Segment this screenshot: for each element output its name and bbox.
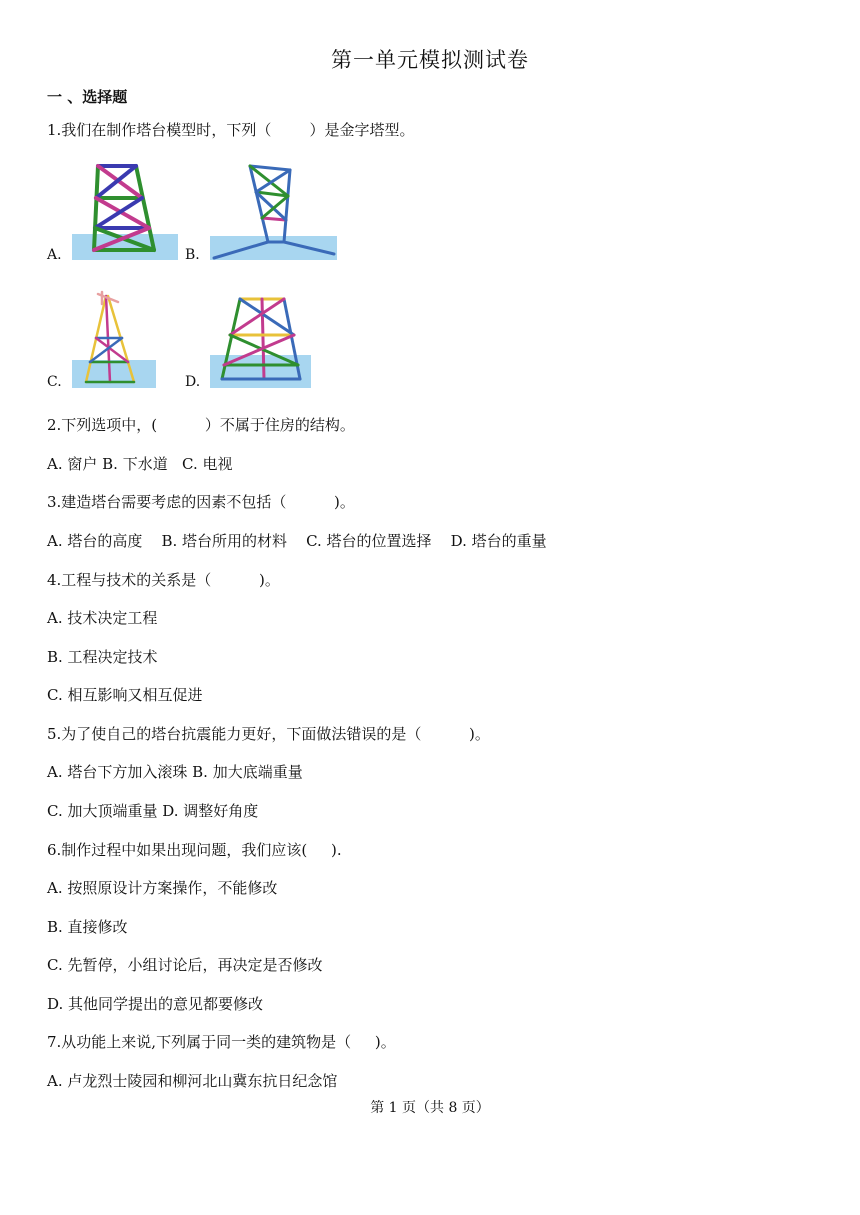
page-footer: 第 1 页（共 8 页）	[370, 1100, 490, 1116]
question-1-stem: 1.我们在制作塔台模型时，下列（ ）是金字塔型。	[47, 121, 415, 139]
question-4-option-a: A. 技术决定工程	[47, 609, 158, 627]
tower-image-c	[72, 290, 158, 390]
question-4-option-b: B. 工程决定技术	[47, 648, 158, 666]
question-5-options-ab: A. 塔台下方加入滚珠 B. 加大底端重量	[47, 763, 303, 781]
question-7-stem: 7.从功能上来说,下列属于同一类的建筑物是（ )。	[47, 1033, 396, 1051]
question-5-options-cd: C. 加大顶端重量 D. 调整好角度	[47, 802, 259, 820]
section-heading: 一 、选择题	[47, 88, 128, 106]
q1-option-c-label: C.	[47, 374, 62, 390]
question-4-option-c: C. 相互影响又相互促进	[47, 686, 203, 704]
question-6-option-d: D. 其他同学提出的意见都要修改	[47, 995, 264, 1013]
water-base	[72, 360, 156, 388]
question-3-stem: 3.建造塔台需要考虑的因素不包括（ )。	[47, 493, 355, 511]
question-3-options: A. 塔台的高度 B. 塔台所用的材料 C. 塔台的位置选择 D. 塔台的重量	[47, 532, 547, 550]
water-base	[210, 236, 337, 260]
q1-option-a-label: A.	[47, 247, 62, 263]
question-7-option-a: A. 卢龙烈士陵园和柳河北山冀东抗日纪念馆	[47, 1072, 338, 1090]
question-5-stem: 5.为了使自己的塔台抗震能力更好，下面做法错误的是（ )。	[47, 725, 490, 743]
question-6-option-b: B. 直接修改	[47, 918, 128, 936]
question-2-options: A. 窗户 B. 下水道 C. 电视	[47, 455, 233, 473]
q1-option-d-label: D.	[185, 374, 201, 390]
tower-image-d	[210, 293, 312, 390]
question-6-option-c: C. 先暂停，小组讨论后，再决定是否修改	[47, 956, 323, 974]
page-title: 第一单元模拟测试卷	[331, 48, 529, 72]
q1-option-b-label: B.	[185, 247, 200, 263]
question-4-stem: 4.工程与技术的关系是（ )。	[47, 571, 280, 589]
question-6-stem: 6.制作过程中如果出现问题，我们应该( ).	[47, 841, 342, 859]
tower-image-a	[72, 158, 180, 262]
tower-image-b	[210, 162, 338, 262]
question-2-stem: 2.下列选项中，( ）不属于住房的结构。	[47, 416, 355, 434]
question-6-option-a: A. 按照原设计方案操作，不能修改	[47, 879, 278, 897]
